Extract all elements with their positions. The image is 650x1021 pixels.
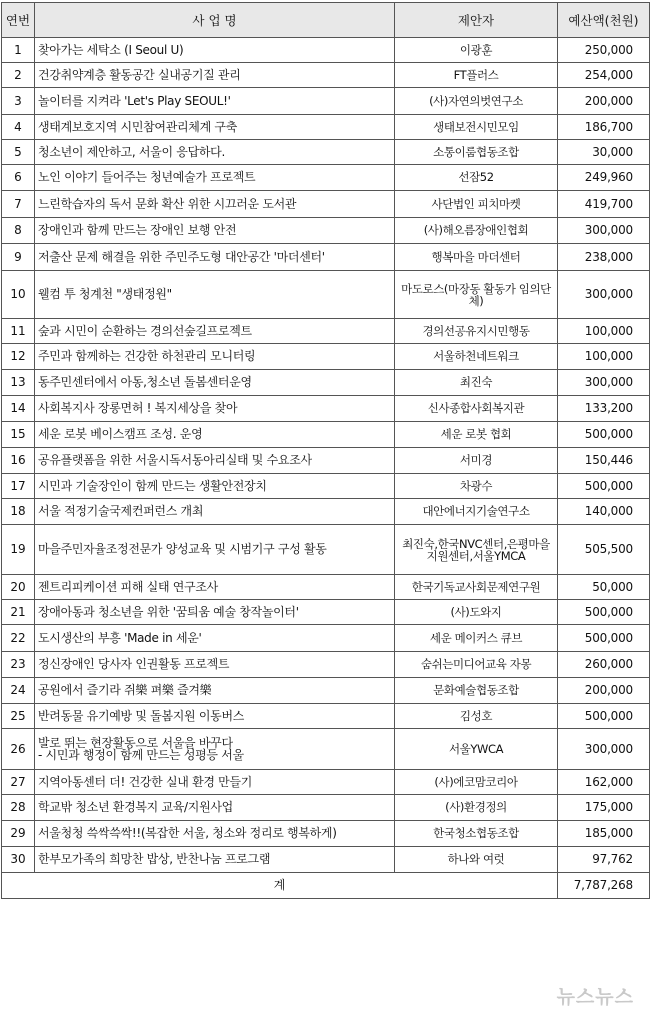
row-budget: 500,000 <box>558 704 650 729</box>
row-budget: 162,000 <box>558 770 650 795</box>
row-number: 27 <box>2 770 35 795</box>
table-row <box>2 770 650 795</box>
row-number: 18 <box>2 499 35 525</box>
row-proposer: 서울하천네트워크 <box>395 344 558 370</box>
row-project-title: 도시생산의 부흥 'Made in 세운' <box>35 625 395 652</box>
row-project-title: 서울 적정기술국제컨퍼런스 개최 <box>35 499 395 525</box>
table-row <box>2 218 650 244</box>
row-budget: 238,000 <box>558 244 650 271</box>
table-row <box>2 474 650 499</box>
row-project-title: 반려동물 유기예방 및 돌봄지원 이동버스 <box>35 704 395 729</box>
row-number: 28 <box>2 795 35 821</box>
row-project-title: 동주민센터에서 아동,청소년 돌봄센터운영 <box>35 370 395 396</box>
row-number: 11 <box>2 319 35 344</box>
row-proposer: 행복마을 마더센터 <box>395 244 558 271</box>
row-project-title: 장애인과 함께 만드는 장애인 보행 안전 <box>35 218 395 244</box>
row-number: 30 <box>2 847 35 873</box>
table-row <box>2 63 650 88</box>
row-budget: 30,000 <box>558 140 650 165</box>
row-project-title: 사회복지사 장롱면허 ! 복지세상을 찾아 <box>35 396 395 422</box>
table-row <box>2 165 650 191</box>
row-budget: 300,000 <box>558 370 650 396</box>
row-number: 23 <box>2 652 35 678</box>
row-number: 3 <box>2 88 35 115</box>
table-row <box>2 422 650 448</box>
row-number: 19 <box>2 525 35 575</box>
table-row <box>2 652 650 678</box>
row-proposer: 김성호 <box>395 704 558 729</box>
row-proposer: 세운 로봇 협회 <box>395 422 558 448</box>
row-project-title: 느린학습자의 독서 문화 확산 위한 시끄러운 도서관 <box>35 191 395 218</box>
row-project-title: 노인 이야기 들어주는 청년예술가 프로젝트 <box>35 165 395 191</box>
table-row <box>2 625 650 652</box>
row-project-title: 저출산 문제 해결을 위한 주민주도형 대안공간 '마더센터' <box>35 244 395 271</box>
table-row <box>2 499 650 525</box>
row-proposer: 서미경 <box>395 448 558 474</box>
budget-table <box>1 2 650 899</box>
header-no: 연번 <box>2 3 35 38</box>
row-proposer: 신사종합사회복지관 <box>395 396 558 422</box>
row-number: 14 <box>2 396 35 422</box>
table-row <box>2 795 650 821</box>
table-row <box>2 140 650 165</box>
total-row <box>2 873 650 899</box>
row-budget: 500,000 <box>558 600 650 625</box>
row-proposer: 최진숙 <box>395 370 558 396</box>
row-number: 8 <box>2 218 35 244</box>
row-budget: 175,000 <box>558 795 650 821</box>
row-proposer: 생태보전시민모임 <box>395 115 558 140</box>
row-budget: 50,000 <box>558 575 650 600</box>
table-row <box>2 600 650 625</box>
row-proposer: 마도로스(마장동 활동가 임의단체) <box>395 271 558 319</box>
row-budget: 249,960 <box>558 165 650 191</box>
row-project-title: 청소년이 제안하고, 서울이 응답하다. <box>35 140 395 165</box>
row-number: 21 <box>2 600 35 625</box>
table-row <box>2 847 650 873</box>
row-proposer: 한국기독교사회문제연구원 <box>395 575 558 600</box>
row-number: 15 <box>2 422 35 448</box>
row-budget: 186,700 <box>558 115 650 140</box>
row-budget: 300,000 <box>558 218 650 244</box>
row-project-title: 공유플랫폼을 위한 서울시독서동아리실태 및 수요조사 <box>35 448 395 474</box>
row-number: 13 <box>2 370 35 396</box>
table-row <box>2 678 650 704</box>
row-proposer: (사)에코맘코리아 <box>395 770 558 795</box>
header-title: 사 업 명 <box>35 3 395 38</box>
row-proposer: 이광훈 <box>395 38 558 63</box>
row-proposer: (사)환경정의 <box>395 795 558 821</box>
table-row <box>2 319 650 344</box>
table-row <box>2 729 650 770</box>
row-proposer: 하나와 여럿 <box>395 847 558 873</box>
row-number: 6 <box>2 165 35 191</box>
row-proposer: 숨쉬는미디어교육 자몽 <box>395 652 558 678</box>
row-number: 17 <box>2 474 35 499</box>
row-proposer: 대안에너지기술연구소 <box>395 499 558 525</box>
row-project-title: 웰컴 투 청계천 "생태정원" <box>35 271 395 319</box>
row-proposer: (사)해오름장애인협회 <box>395 218 558 244</box>
row-project-title: 숲과 시민이 순환하는 경의선숲길프로젝트 <box>35 319 395 344</box>
row-project-title: 공원에서 즐기라 쥐樂 펴樂 즐겨樂 <box>35 678 395 704</box>
row-number: 12 <box>2 344 35 370</box>
total-budget: 7,787,268 <box>558 873 650 899</box>
row-number: 26 <box>2 729 35 770</box>
table-row <box>2 244 650 271</box>
total-label: 계 <box>2 873 558 899</box>
row-budget: 300,000 <box>558 729 650 770</box>
row-budget: 254,000 <box>558 63 650 88</box>
row-proposer: 경의선공유지시민행동 <box>395 319 558 344</box>
row-project-title: 건강취약계층 활동공간 실내공기질 관리 <box>35 63 395 88</box>
table-row <box>2 38 650 63</box>
row-number: 2 <box>2 63 35 88</box>
row-proposer: 선잠52 <box>395 165 558 191</box>
row-project-title: 찾아가는 세탁소 (I Seoul U) <box>35 38 395 63</box>
row-project-title: 주민과 함께하는 건강한 하천관리 모니터링 <box>35 344 395 370</box>
row-number: 25 <box>2 704 35 729</box>
table-row <box>2 191 650 218</box>
table-header-row <box>2 3 650 38</box>
row-number: 7 <box>2 191 35 218</box>
row-proposer: 서울YWCA <box>395 729 558 770</box>
row-number: 20 <box>2 575 35 600</box>
row-proposer: 최진숙,한국NVC센터,은평마을지원센터,서울YMCA <box>395 525 558 575</box>
row-budget: 97,762 <box>558 847 650 873</box>
row-number: 22 <box>2 625 35 652</box>
row-proposer: 사단법인 피치마켓 <box>395 191 558 218</box>
row-proposer: 차광수 <box>395 474 558 499</box>
table-row <box>2 88 650 115</box>
table-row <box>2 396 650 422</box>
row-budget: 419,700 <box>558 191 650 218</box>
row-proposer: (사)도와지 <box>395 600 558 625</box>
row-number: 1 <box>2 38 35 63</box>
table-row <box>2 821 650 847</box>
row-budget: 250,000 <box>558 38 650 63</box>
row-budget: 133,200 <box>558 396 650 422</box>
row-budget: 200,000 <box>558 678 650 704</box>
table-row <box>2 344 650 370</box>
row-number: 24 <box>2 678 35 704</box>
row-budget: 150,446 <box>558 448 650 474</box>
row-number: 16 <box>2 448 35 474</box>
row-budget: 260,000 <box>558 652 650 678</box>
table-row <box>2 525 650 575</box>
row-number: 10 <box>2 271 35 319</box>
row-project-title: 서울청청 쓱싹쓱싹!!(복잡한 서울, 청소와 정리로 행복하게) <box>35 821 395 847</box>
row-number: 4 <box>2 115 35 140</box>
header-budget: 예산액(천원) <box>558 3 650 38</box>
table-body <box>2 38 650 873</box>
row-project-title: 발로 뛰는 현장활동으로 서울을 바꾸다 - 시민과 행정이 함께 만드는 성평등 서울 <box>35 729 395 770</box>
row-proposer: FT플러스 <box>395 63 558 88</box>
row-project-title: 한부모가족의 희망찬 밥상, 반찬나눔 프로그램 <box>35 847 395 873</box>
row-project-title: 정신장애인 당사자 인권활동 프로젝트 <box>35 652 395 678</box>
row-budget: 200,000 <box>558 88 650 115</box>
table-row <box>2 575 650 600</box>
row-number: 9 <box>2 244 35 271</box>
row-number: 29 <box>2 821 35 847</box>
row-project-title: 지역아동센터 더! 건강한 실내 환경 만들기 <box>35 770 395 795</box>
row-number: 5 <box>2 140 35 165</box>
row-proposer: 소통이룸협동조합 <box>395 140 558 165</box>
row-project-title: 놀이터를 지켜라 'Let's Play SEOUL!' <box>35 88 395 115</box>
row-project-title: 세운 로봇 베이스캠프 조성. 운영 <box>35 422 395 448</box>
row-budget: 500,000 <box>558 422 650 448</box>
table-row <box>2 115 650 140</box>
table-row <box>2 704 650 729</box>
watermark-logo: 뉴스뉴스 <box>556 986 634 1008</box>
row-proposer: 한국청소협동조합 <box>395 821 558 847</box>
row-budget: 500,000 <box>558 474 650 499</box>
table-row <box>2 370 650 396</box>
row-project-title: 마을주민자율조정전문가 양성교육 및 시범기구 구성 활동 <box>35 525 395 575</box>
row-project-title: 시민과 기술장인이 함께 만드는 생활안전장치 <box>35 474 395 499</box>
row-project-title: 생태계보호지역 시민참여관리체계 구축 <box>35 115 395 140</box>
row-project-title: 젠트리피케이션 피해 실태 연구조사 <box>35 575 395 600</box>
table-row <box>2 448 650 474</box>
row-budget: 500,000 <box>558 625 650 652</box>
table-row <box>2 271 650 319</box>
row-proposer: (사)자연의벗연구소 <box>395 88 558 115</box>
header-proposer: 제안자 <box>395 3 558 38</box>
row-project-title: 학교밖 청소년 환경복지 교육/지원사업 <box>35 795 395 821</box>
row-budget: 505,500 <box>558 525 650 575</box>
row-budget: 300,000 <box>558 271 650 319</box>
row-budget: 100,000 <box>558 344 650 370</box>
row-budget: 100,000 <box>558 319 650 344</box>
row-proposer: 세운 메이커스 큐브 <box>395 625 558 652</box>
row-budget: 140,000 <box>558 499 650 525</box>
row-project-title: 장애아동과 청소년을 위한 '꿈틔움 예술 창작놀이터' <box>35 600 395 625</box>
row-budget: 185,000 <box>558 821 650 847</box>
row-proposer: 문화예술협동조합 <box>395 678 558 704</box>
